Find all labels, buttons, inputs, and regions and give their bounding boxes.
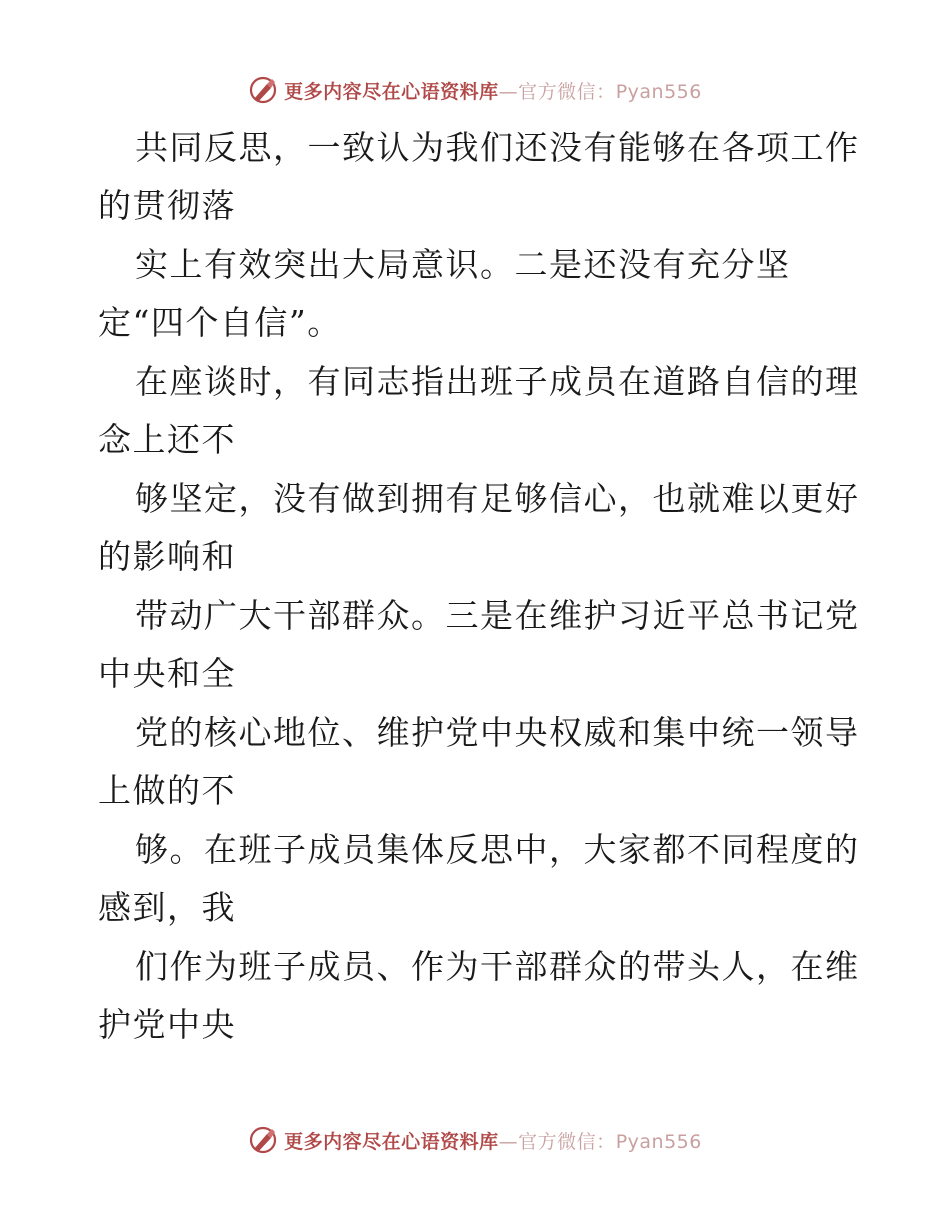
watermark-dash: — (498, 1130, 519, 1153)
text-line: 够坚定，没有做到拥有足够信心，也就难以更好 (135, 479, 860, 518)
watermark-wechat-id: Pyan556 (615, 80, 702, 103)
text-line: 带动广大干部群众。三是在维护习近平总书记党 (135, 596, 860, 635)
watermark-text (284, 77, 702, 104)
text-line: 护党中央 (98, 1005, 236, 1044)
text-line: 在座谈时，有同志指出班子成员在道路自信的理 (135, 362, 860, 401)
text-line: 上做的不 (98, 771, 236, 810)
watermark-text (284, 1127, 702, 1154)
text-line: 实上有效突出大局意识。二是还没有充分坚 (135, 245, 791, 284)
header-watermark-banner (0, 70, 950, 110)
text-line: 定“四个自信”。 (98, 303, 342, 342)
watermark-dash: — (498, 80, 519, 103)
text-line: 念上还不 (98, 420, 236, 459)
footer-watermark-banner (0, 1120, 950, 1160)
text-line: 够。在班子成员集体反思中，大家都不同程度的 (135, 830, 860, 869)
text-line: 党的核心地位、维护党中央权威和集中统一领导 (135, 713, 860, 752)
pen-logo-icon (248, 75, 278, 105)
watermark-wechat-label: 官方微信： (518, 80, 616, 103)
watermark-brand: 更多内容尽在心语资料库 (284, 1130, 499, 1153)
text-line: 中央和全 (98, 654, 236, 693)
pen-logo-icon (248, 1125, 278, 1155)
text-line: 的影响和 (98, 537, 236, 576)
text-line: 共同反思，一致认为我们还没有能够在各项工作 (135, 128, 860, 167)
watermark-brand: 更多内容尽在心语资料库 (284, 80, 499, 103)
text-line: 的贯彻落 (98, 186, 236, 225)
watermark-wechat-id: Pyan556 (615, 1130, 702, 1153)
watermark-wechat-label: 官方微信： (518, 1130, 616, 1153)
text-line: 感到，我 (98, 888, 236, 927)
text-line: 们作为班子成员、作为干部群众的带头人，在维 (135, 947, 860, 986)
